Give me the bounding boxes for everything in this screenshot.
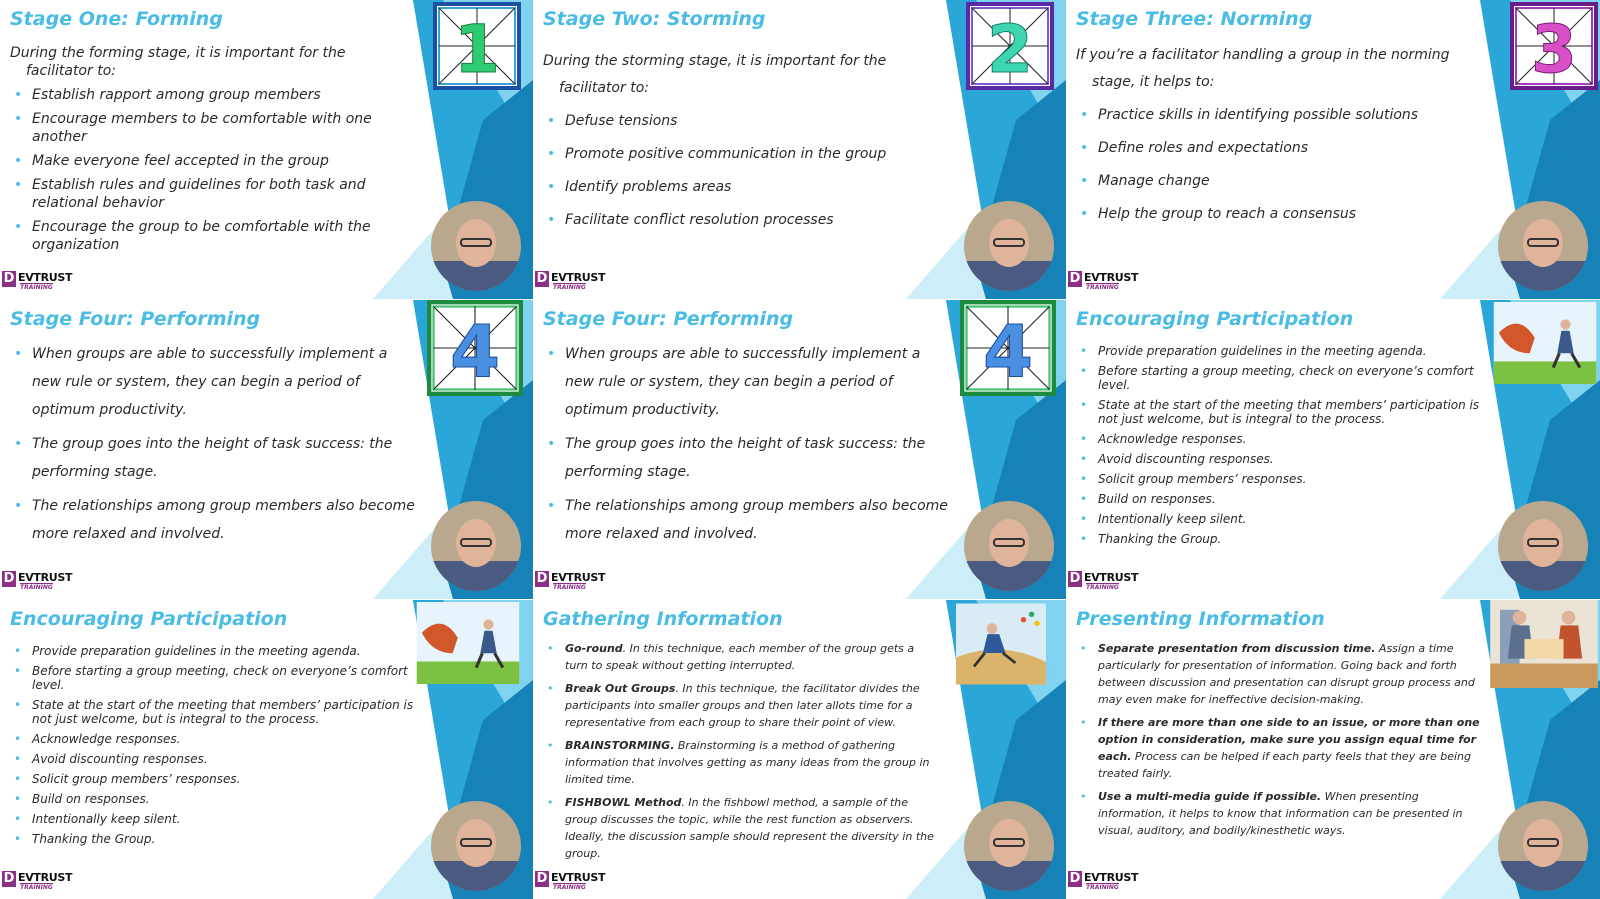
devtrust-logo: D EVTRUST TRAINING [3, 571, 73, 591]
devtrust-logo: D EVTRUST TRAINING [536, 571, 606, 591]
bullet-item: • Provide preparation guidelines in the meeting agenda. [10, 644, 415, 658]
slide-content [10, 44, 409, 260]
slide-title: Encouraging Participation [1076, 308, 1354, 330]
slide-content [543, 48, 942, 240]
presenter-avatar [964, 201, 1054, 291]
bullet-item: • Build on responses. [10, 792, 415, 806]
bullet-item: • Before starting a group meeting, check on everyone’s comfort level. [10, 664, 415, 692]
bullet-item: • Intentionally keep silent. [1076, 512, 1482, 526]
bullet-item: • The group goes into the height of task success: the performing stage. [543, 430, 948, 486]
presenter-avatar [1498, 501, 1588, 591]
bullet-item: • Use a multi-media guide if possible. When presenting information, it helps to know that information can be presented in visual, auditory, and bodily/kinesthetic ways. [1076, 788, 1482, 839]
slide-title: Presenting Information [1076, 608, 1325, 630]
bullet-item: • If there are more than one side to an issue, or more than one option in consideration, make sure you assign equal time for each. Process can be helped if each party feels that they are being treated fairly. [1076, 714, 1482, 782]
bullet-item: • Separate presentation from discussion time. Assign a time particularly for presentation of information. Going back and forth between discussion and presentation can disrupt group process and may even make for ineffective decision-making. [1076, 640, 1482, 708]
running-businessman-illustration [956, 600, 1046, 688]
presenter-avatar [1498, 201, 1588, 291]
bullet-item: • Provide preparation guidelines in the meeting agenda. [1076, 344, 1482, 358]
bullet-item: • Thanking the Group. [10, 832, 415, 846]
bullet-list [543, 340, 948, 548]
slide-content [10, 340, 415, 554]
bullet-item: • Solicit group members’ responses. [1076, 472, 1482, 486]
bullet-item: • Avoid discounting responses. [10, 752, 415, 766]
bullet-list [10, 340, 415, 548]
svg-text:1: 1 [454, 11, 500, 88]
bullet-item: • Avoid discounting responses. [1076, 452, 1482, 466]
bullet-item: • Encourage the group to be comfortable with the organization [10, 218, 409, 254]
svg-text:2: 2 [987, 11, 1033, 88]
presenter-avatar [1498, 801, 1588, 891]
bullet-item: • When groups are able to successfully implement a new rule or system, they can begin a period of optimum productivity. [10, 340, 415, 424]
svg-text:4: 4 [449, 309, 501, 394]
devtrust-logo: D EVTRUST TRAINING [536, 271, 606, 291]
bullet-item: • Make everyone feel accepted in the group [10, 152, 409, 170]
stained-glass-number-icon [427, 300, 523, 396]
intro-text: During the storming stage, it is important for the facilitator to: [543, 53, 887, 96]
bullet-list [543, 640, 938, 862]
bullet-list [1076, 102, 1476, 228]
presenter-avatar [964, 501, 1054, 591]
slide-stage-four[interactable] [0, 300, 533, 599]
presenter-avatar [431, 201, 521, 291]
presenter-avatar [431, 801, 521, 891]
slide-stage-two[interactable] [533, 0, 1066, 299]
bullet-item: • Promote positive communication in the group [543, 141, 942, 168]
presenter-avatar [431, 501, 521, 591]
bullet-item: • Facilitate conflict resolution processes [543, 207, 942, 234]
bullet-item: • Thanking the Group. [1076, 532, 1482, 546]
bullet-item: • Break Out Groups. In this technique, the facilitator divides the participants into smaller groups and then later allots time for a representative from each group to share their point of view. [543, 680, 938, 731]
bullet-list [1076, 640, 1482, 839]
stained-glass-number-icon [433, 2, 521, 90]
bullet-item: • FISHBOWL Method. In the fishbowl method, a sample of the group discusses the topic, while the rest function as observers. Ideally, the discussion sample should represent the diversity in the group. [543, 794, 938, 862]
bullet-item: • When groups are able to successfully implement a new rule or system, they can begin a period of optimum productivity. [543, 340, 948, 424]
bullet-item: • Establish rapport among group members [10, 86, 409, 104]
bullet-item: • Manage change [1076, 168, 1476, 195]
slide-presenting-information[interactable] [1066, 600, 1600, 899]
slide-title: Stage Four: Performing [10, 308, 261, 330]
svg-text:4: 4 [982, 309, 1034, 394]
slide-stage-three[interactable] [1066, 0, 1600, 299]
slide-stage-one[interactable] [0, 0, 533, 299]
slide-title: Stage Three: Norming [1076, 8, 1313, 30]
slide-content [543, 640, 938, 868]
bullet-item: • The relationships among group members also become more relaxed and involved. [543, 492, 948, 548]
stained-glass-number-icon [966, 2, 1054, 90]
bullet-list [1076, 344, 1482, 546]
slide-encouraging-participation[interactable] [1066, 300, 1600, 599]
bullet-item: • Identify problems areas [543, 174, 942, 201]
bullet-item: • State at the start of the meeting that members’ participation is not just welcome, but is integral to the process. [1076, 398, 1482, 426]
slide-encouraging-participation-copy[interactable] [0, 600, 533, 899]
devtrust-logo: D EVTRUST TRAINING [1069, 871, 1139, 891]
devtrust-logo: D EVTRUST TRAINING [536, 871, 606, 891]
bullet-item: • Before starting a group meeting, check on everyone’s comfort level. [1076, 364, 1482, 392]
slide-content [1076, 344, 1482, 552]
bullet-item: • The relationships among group members also become more relaxed and involved. [10, 492, 415, 548]
bullet-item: • State at the start of the meeting that members’ participation is not just welcome, but is integral to the process. [10, 698, 415, 726]
slide-title: Stage One: Forming [10, 8, 223, 30]
presenter-avatar [964, 801, 1054, 891]
slide-title: Gathering Information [543, 608, 783, 630]
slide-content [543, 340, 948, 554]
slide-content [1076, 42, 1476, 234]
intro-text: If you’re a facilitator handling a group in the norming stage, it helps to: [1076, 47, 1450, 90]
bullet-list [543, 108, 942, 234]
bullet-item: • Intentionally keep silent. [10, 812, 415, 826]
devtrust-logo: D EVTRUST TRAINING [3, 871, 73, 891]
bullet-item: • Solicit group members’ responses. [10, 772, 415, 786]
bullet-list [10, 644, 415, 846]
slide-title: Stage Four: Performing [543, 308, 794, 330]
bullet-item: • Practice skills in identifying possible solutions [1076, 102, 1476, 129]
stained-glass-number-icon [1510, 2, 1598, 90]
bullet-item: • The group goes into the height of task success: the performing stage. [10, 430, 415, 486]
bullet-item: • Acknowledge responses. [10, 732, 415, 746]
bullet-item: • Help the group to reach a consensus [1076, 201, 1476, 228]
bullet-item: • Defuse tensions [543, 108, 942, 135]
bullet-item: • Encourage members to be comfortable with one another [10, 110, 409, 146]
slide-gathering-information[interactable] [533, 600, 1066, 899]
bullet-item: • Acknowledge responses. [1076, 432, 1482, 446]
slide-content [1076, 640, 1482, 845]
slide-title: Encouraging Participation [10, 608, 288, 630]
slide-stage-four-copy[interactable] [533, 300, 1066, 599]
devtrust-logo: D EVTRUST TRAINING [1069, 271, 1139, 291]
slide-title: Stage Two: Storming [543, 8, 766, 30]
stained-glass-number-icon [960, 300, 1056, 396]
devtrust-logo: D EVTRUST TRAINING [1069, 571, 1139, 591]
handshake-illustration [413, 602, 523, 684]
bullet-item: • Establish rules and guidelines for both task and relational behavior [10, 176, 409, 212]
bullet-item: • Build on responses. [1076, 492, 1482, 506]
slide-content [10, 644, 415, 852]
svg-text:3: 3 [1531, 11, 1577, 88]
bullet-item: • Go-round. In this technique, each member of the group gets a turn to speak without getting interrupted. [543, 640, 938, 674]
handshake-illustration [1490, 302, 1600, 384]
business-meeting-illustration [1488, 600, 1600, 688]
devtrust-logo: D EVTRUST TRAINING [3, 271, 73, 291]
intro-text: During the forming stage, it is important for the facilitator to: [10, 45, 346, 79]
bullet-item: • Define roles and expectations [1076, 135, 1476, 162]
bullet-item: • BRAINSTORMING. Brainstorming is a method of gathering information that involves getting as many ideas from the group in limited time. [543, 737, 938, 788]
bullet-list [10, 86, 409, 254]
